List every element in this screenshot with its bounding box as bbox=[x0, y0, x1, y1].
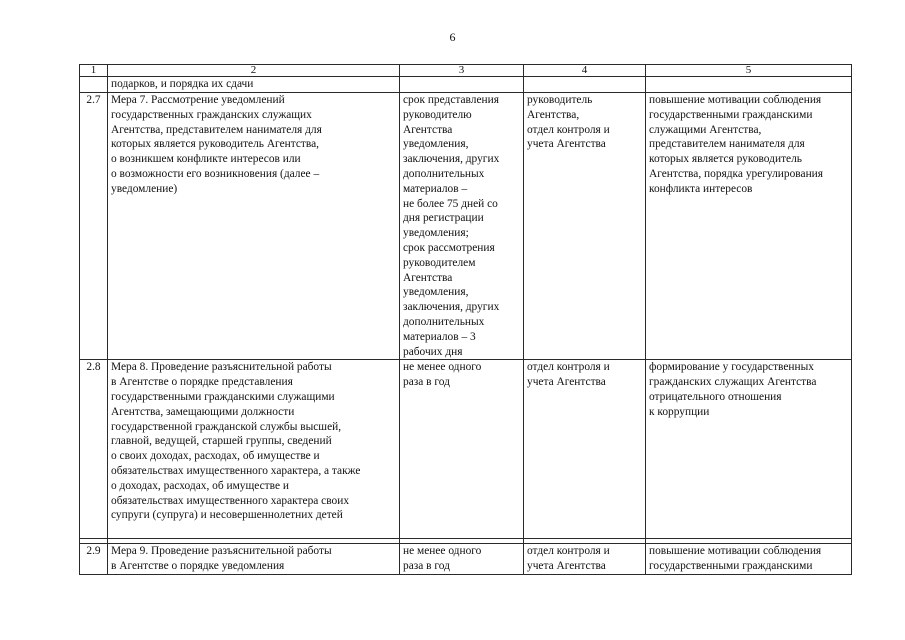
table-row bbox=[80, 544, 852, 575]
responsible-cell: отдел контроля и учета Агентства bbox=[524, 360, 646, 539]
result-cell: формирование у государственных гражданских служащих Агентства отрицательного отношения к коррупции bbox=[646, 360, 852, 539]
responsible-cell bbox=[524, 77, 646, 93]
responsible-cell: отдел контроля и учета Агентства bbox=[524, 544, 646, 575]
measure-cell: подарков, и порядка их сдачи bbox=[108, 77, 400, 93]
deadline-cell bbox=[400, 77, 524, 93]
deadline-cell: срок представления руководителю Агентства уведомления, заключения, других дополнительных материалов – не более 75 дней со дня регистрации уведомления; срок рассмотрения руководителем Агентства уведомления, заключения, других дополнительных материалов – 3 рабочих дня bbox=[400, 93, 524, 360]
deadline-cell: не менее одного раза в год bbox=[400, 544, 524, 575]
responsible-cell: руководитель Агентства, отдел контроля и учета Агентства bbox=[524, 93, 646, 360]
measure-cell: Мера 8. Проведение разъяснительной работы в Агентстве о порядке представления государственными гражданскими служащими Агентства, замещающими должности государственной гражданской службы высшей, главной, ведущей, старшей группы, сведений о своих доходах, расходах, об имуществе и обязательствах имущественного характера, а также о доходах, расходах, об имуществе и обязательствах имущественного характера своих супруги (супруга) и несовершеннолетних детей bbox=[108, 360, 400, 539]
table-row-continuation bbox=[80, 77, 852, 93]
measures-table bbox=[79, 64, 852, 575]
result-cell bbox=[646, 77, 852, 93]
header-cell-1: 1 bbox=[80, 65, 108, 77]
measure-cell: Мера 7. Рассмотрение уведомлений государственных гражданских служащих Агентства, представителем нанимателя для которых является руководитель Агентства, о возникшем конфликте интересов или о возможности его возникновения (далее – уведомление) bbox=[108, 93, 400, 360]
header-cell-5: 5 bbox=[646, 65, 852, 77]
measure-cell: Мера 9. Проведение разъяснительной работы в Агентстве о порядке уведомления bbox=[108, 544, 400, 575]
table-row bbox=[80, 93, 852, 360]
deadline-cell: не менее одного раза в год bbox=[400, 360, 524, 539]
table-row bbox=[80, 360, 852, 539]
table-header-row bbox=[80, 65, 852, 77]
result-cell: повышение мотивации соблюдения государственными гражданскими bbox=[646, 544, 852, 575]
row-number bbox=[80, 77, 108, 93]
header-cell-2: 2 bbox=[108, 65, 400, 77]
result-cell: повышение мотивации соблюдения государственными гражданскими служащими Агентства, представителем нанимателя для которых является руководитель Агентства, порядка урегулирования конфликта интересов bbox=[646, 93, 852, 360]
page-number: 6 bbox=[449, 30, 456, 44]
header-cell-4: 4 bbox=[524, 65, 646, 77]
row-number: 2.7 bbox=[80, 93, 108, 360]
row-number: 2.9 bbox=[80, 544, 108, 575]
header-cell-3: 3 bbox=[400, 65, 524, 77]
row-number: 2.8 bbox=[80, 360, 108, 539]
